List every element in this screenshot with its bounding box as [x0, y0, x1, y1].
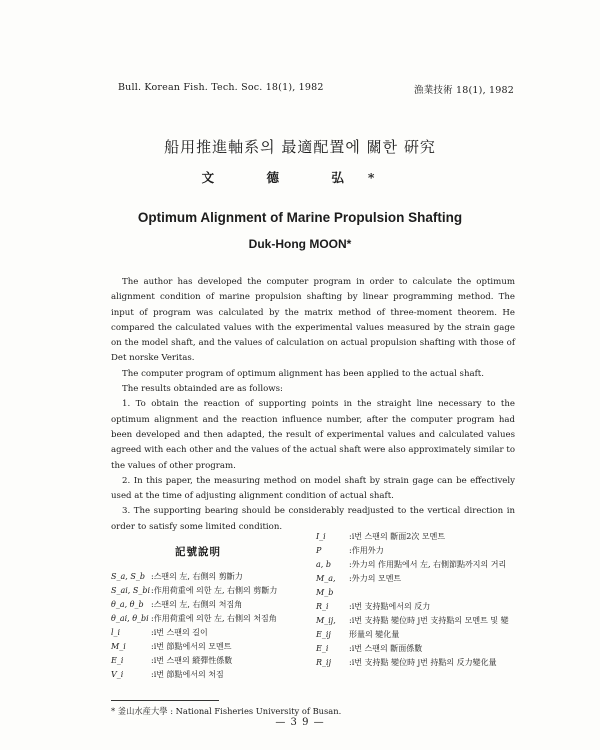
symbol: S_a, S_b	[111, 572, 145, 581]
korean-author: 文 德 弘*	[201, 170, 399, 185]
symbol-description: :i번 스팬의 斷面2次 모멘트	[349, 532, 446, 541]
abstract-paragraph: 3. The supporting bearing should be considerably readjusted to the vertical direction in order to satisfy some limited condition.	[111, 506, 515, 532]
symbol-row	[316, 558, 516, 572]
symbol-row	[111, 598, 311, 612]
abstract-paragraph: The results obtainded are as follows:	[122, 384, 283, 395]
symbol-row	[111, 612, 311, 626]
symbol: M_i	[111, 642, 126, 651]
symbol-row	[316, 572, 516, 600]
symbol: θ_ai, θ_bi	[111, 614, 149, 623]
symbol-description: :i번 스팬의 길이	[151, 628, 208, 637]
symbol-row	[316, 544, 516, 558]
abstract-paragraph: The author has developed the computer program in order to calculate the optimum alignment condition of marine propulsion shafting by linear programming method. The input of program was calculated by the matrix method of three-moment theorem. He compared the calculated values with the experimental values measured by the strain gage on the model shaft, and the values of calculation on actual propulsion shafting with those of Det norske Veritas.	[111, 277, 515, 364]
symbol-row	[111, 570, 311, 584]
page-number: — 3 9 —	[275, 717, 325, 728]
symbol-row	[316, 642, 516, 656]
symbol: θ_a, θ_b	[111, 600, 144, 609]
symbol-description: :外力의 모멘트	[349, 574, 402, 583]
symbols-list-left	[111, 570, 311, 682]
symbol: V_i	[111, 670, 124, 679]
symbol: a, b	[316, 560, 331, 569]
symbols-heading: 記號說明	[175, 546, 221, 558]
symbol-description: :外力의 作用點에서 左, 右側節點까지의 거리	[349, 560, 507, 569]
symbol-description: :스팬의 左, 右側의 처짐角	[151, 600, 243, 609]
symbol: E_i	[316, 644, 329, 653]
symbol-description: :스팬의 左, 右側의 剪斷力	[151, 572, 243, 581]
abstract	[111, 275, 515, 535]
symbol-description: :i번 스팬의 斷面係數	[349, 644, 423, 653]
symbol-description: :i번 스팬의 縱彈性係數	[151, 656, 233, 665]
abstract-paragraph: 1. To obtain the reaction of supporting points in the straight line necessary to the optimum alignment and the reaction influence number, after the computer program had been developed and then adapted, the result of experimental values and calculated values agreed with each other and the values of the actual shaft were also approximately similar to the values of other program.	[111, 399, 515, 471]
symbol: S_ai, S_bi	[111, 586, 151, 595]
symbol-row	[111, 584, 311, 598]
korean-title: 船用推進軸系의 最適配置에 關한 硏究	[164, 138, 436, 156]
symbol-description: :i번 支持點 變位時 j번 支持點의 모멘트 및 變形量의 變化量	[349, 616, 509, 639]
symbol-description: :i번 支持點 變位時 j번 持點의 反力變化量	[349, 658, 497, 667]
symbol: M_a, M_b	[316, 574, 336, 597]
symbol: E_i	[111, 656, 124, 665]
symbol: I_i	[316, 532, 326, 541]
symbol-row	[316, 656, 516, 670]
symbol-row	[111, 640, 311, 654]
symbol-row	[111, 626, 311, 640]
symbol-description: :i번 支持點에서의 反力	[349, 602, 431, 611]
journal-header-left: Bull. Korean Fish. Tech. Soc. 18(1), 1982	[118, 82, 324, 93]
english-title: Optimum Alignment of Marine Propulsion Shafting	[137, 210, 463, 225]
abstract-paragraph: The computer program of optimum alignment has been applied to the actual shaft.	[122, 368, 484, 379]
symbol-description: :作用外力	[349, 546, 384, 555]
footnote-rule	[111, 700, 219, 701]
english-author: Duk-Hong MOON*	[248, 237, 352, 251]
journal-header-right: 漁業技術 18(1), 1982	[414, 85, 514, 96]
symbol-row	[316, 600, 516, 614]
symbol-description: :i번 節點에서의 모멘트	[151, 642, 232, 651]
symbol: R_ij	[316, 658, 332, 667]
symbol-row	[111, 654, 311, 668]
abstract-paragraph: 2. In this paper, the measuring method on model shaft by strain gage can be effectively used at the time of adjusting alignment condition of actual shaft.	[111, 475, 515, 502]
symbol: R_i	[316, 602, 329, 611]
footnote: * 釜山水産大學 : National Fisheries University of Busan.	[111, 706, 342, 716]
symbol-description: :作用荷重에 의한 左, 右側의 처짐角	[151, 614, 277, 623]
symbol-description: :i번 節點에서의 처짐	[151, 670, 224, 679]
symbol-description: :作用荷重에 의한 左, 右側의 剪斷力	[151, 586, 278, 595]
symbol-row	[316, 614, 516, 642]
symbol: l_i	[111, 628, 121, 637]
symbols-list-right	[316, 530, 516, 670]
symbol-row	[316, 530, 516, 544]
symbol: M_ij, E_ij	[316, 616, 336, 639]
symbol: P	[316, 546, 322, 555]
symbol-row	[111, 668, 311, 682]
